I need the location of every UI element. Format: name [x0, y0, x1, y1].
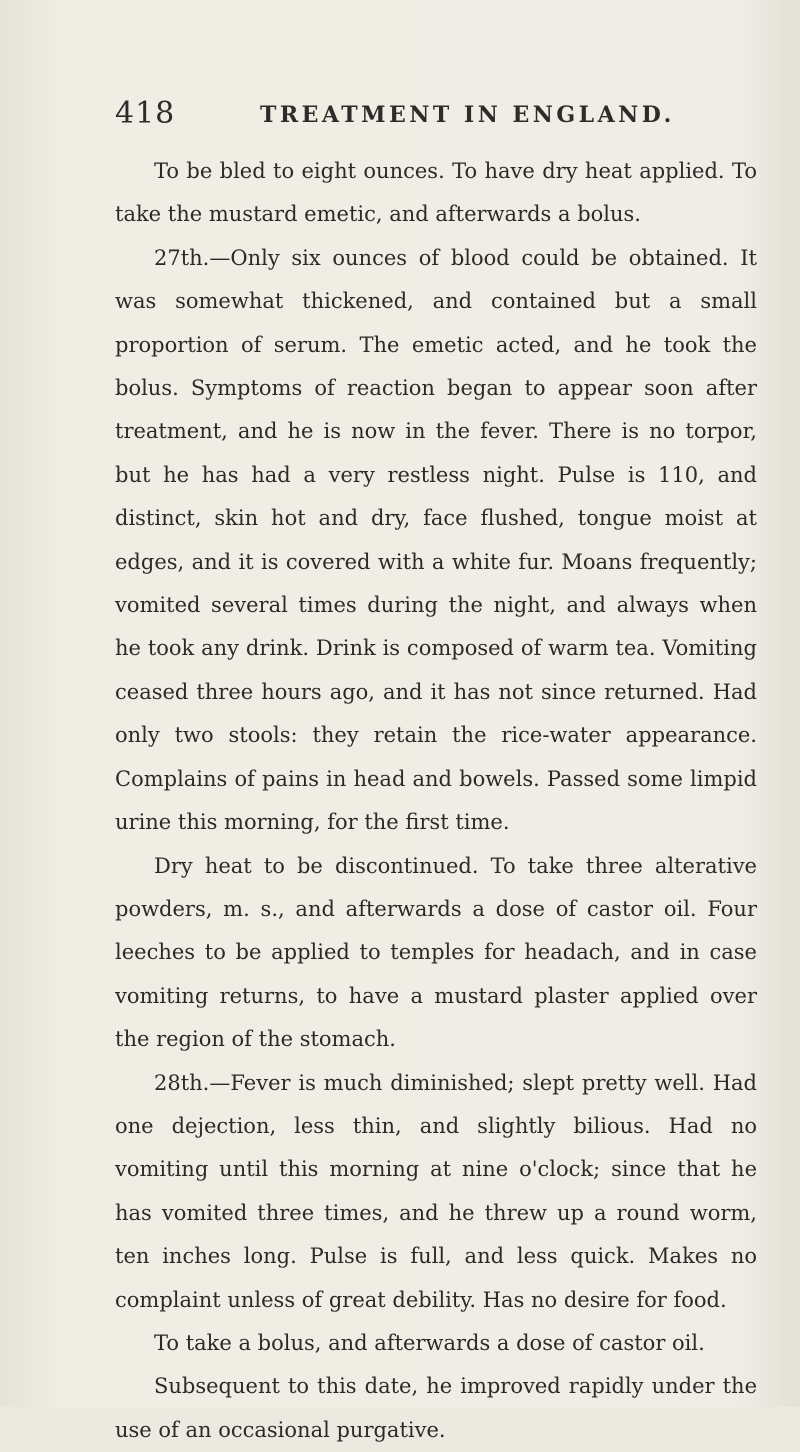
page-number: 418 [115, 96, 176, 131]
paragraph-subsequent: Subsequent to this date, he improved rapidly under the use of an occasional purgative. [115, 1374, 757, 1442]
paragraph-28th: 28th.—Fever is much diminished; slept pretty well. Had one dejection, less thin, and slightly bilious. Had no vomiting until this morning at nine o'clock; since that he has vomited three times, and he threw up a round worm, ten inches long. Pulse is full, and less quick. Makes no complaint unless of great debility. Has no desire for food. [115, 1070, 757, 1312]
running-head: TREATMENT IN ENGLAND. [260, 102, 675, 128]
paragraph-27th: 27th.—Only six ounces of blood could be obtained. It was somewhat thickened, and contained but a small proportion of serum. The emetic acted, and he took the bolus. Symptoms of reaction began to appear soon after treatment, and he is now in the fever. There is no torpor, but he has had a very restless night. Pulse is 110, and distinct, skin hot and dry, face flushed, tongue moist at edges, and it is covered with a white fur. Moans frequently; vomited several times during the night, and always when he took any drink. Drink is composed of warm tea. Vomiting ceased three hours ago, and it has not since returned. Had only two stools: they retain the rice-water appearance. Complains of pains in head and bowels. Passed some limpid urine this morning, for the first time. [115, 245, 757, 835]
paragraph-prescription-3: To take a bolus, and afterwards a dose of castor oil. [154, 1330, 705, 1355]
paragraph-prescription-1: To be bled to eight ounces. To have dry heat applied. To take the mustard emetic, and afterwards a bolus. [115, 159, 757, 227]
page-header [115, 96, 755, 136]
page-body [115, 150, 757, 1452]
paragraph-prescription-2: Dry heat to be discontinued. To take three alterative powders, m. s., and afterwards a dose of castor oil. Four leeches to be applied to temples for headach, and in case vomiting returns, to have a mustard plaster applied over the region of the stomach. [115, 853, 757, 1052]
